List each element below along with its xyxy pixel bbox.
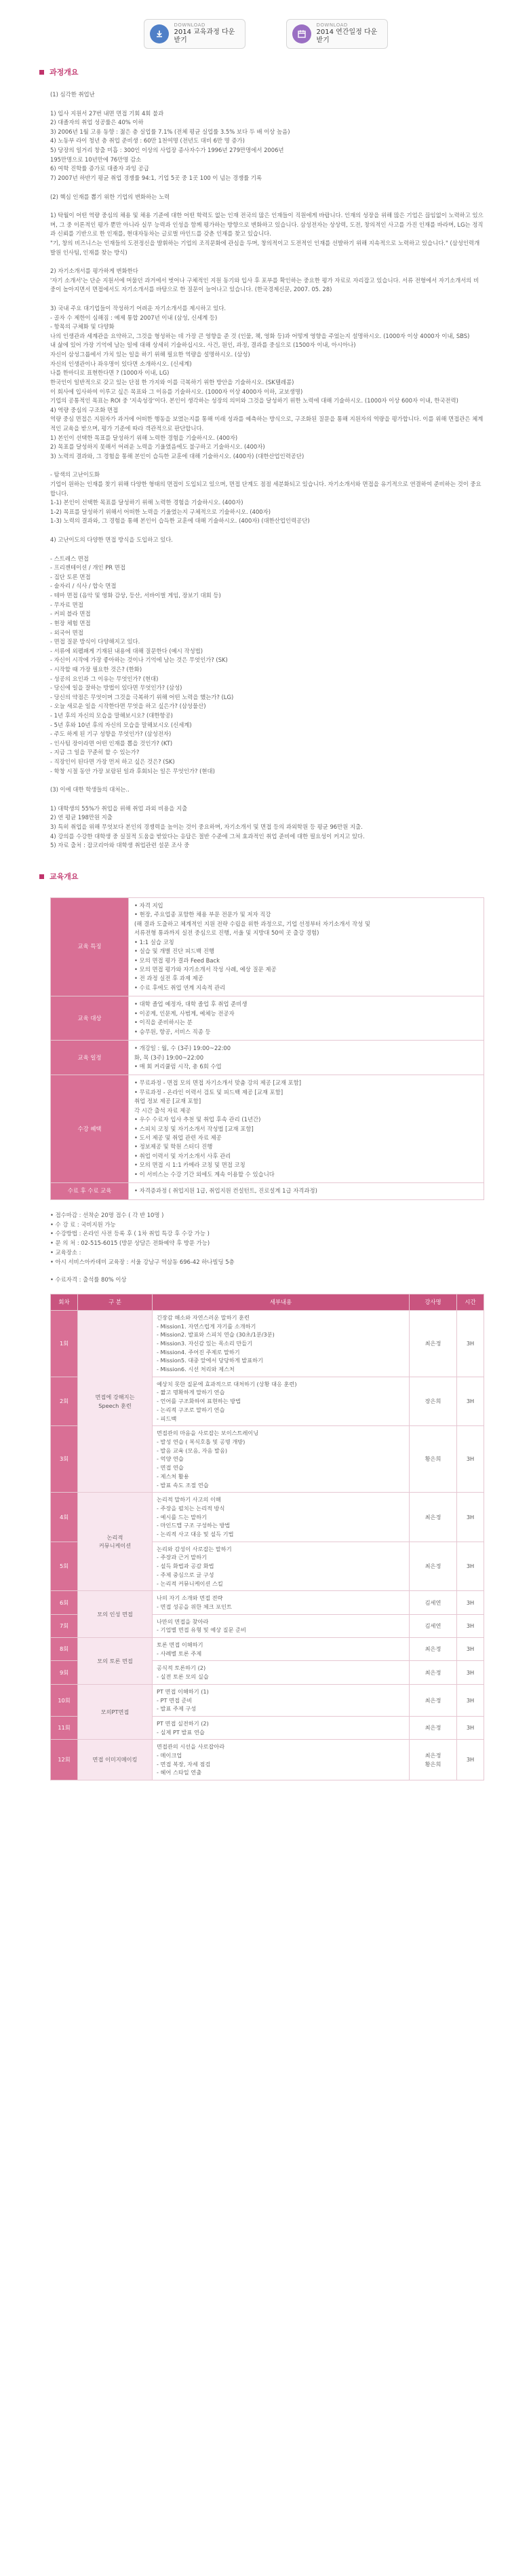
overview-paragraph: 4) 고난이도의 다양한 면접 방식을 도입하고 있다. bbox=[50, 536, 173, 544]
completion-requirement: • 수료자격 : 출석률 80% 이상 bbox=[50, 1275, 127, 1283]
instructor-cell: 최은정 bbox=[410, 1638, 457, 1661]
module-cell: 면접 이미지메이킹 bbox=[78, 1740, 153, 1780]
week-cell: 12회 bbox=[51, 1740, 78, 1780]
instructor-cell: 황은희 bbox=[410, 1426, 457, 1493]
section-title-education bbox=[39, 871, 531, 882]
time-cell: 3H bbox=[457, 1377, 484, 1426]
column-header: 시간 bbox=[457, 1294, 484, 1310]
time-cell: 3H bbox=[457, 1614, 484, 1637]
table-row bbox=[51, 1183, 484, 1199]
overview-paragraph: (1) 심각한 취업난 bbox=[50, 91, 95, 98]
instructor-cell: 장은희 bbox=[410, 1377, 457, 1426]
section-bullet-icon bbox=[39, 70, 44, 75]
row-value: • 자격증과정 ( 취업지원 1급, 취업지원 컨설턴트, 진로설계 1급 자격과정) bbox=[129, 1183, 484, 1199]
row-label: 교육 대상 bbox=[51, 996, 129, 1041]
table-row bbox=[51, 1075, 484, 1183]
overview-paragraph: 1) 대학생의 55%가 취업을 위해 취업 과외 비용을 지출 2) 연 평균 198만원 지출 3) 특히 취업을 위해 무엇보다 본인의 경쟁력을 높이는 것이 중요하며, 자기소개서 및 면접 등의 과외학원 등 평균 96만원 지출. 4) 강의를 수강한 대학생 중 실질적 도움을 받았다는 응답은 절반 수준에 그쳐 효과적인 취업 준비에 대한 필요성이 커지고 있다. 5) 자료 출처 : 잡코리아와 대학생 취업관련 설문 조사 중 bbox=[50, 804, 365, 849]
module-cell: 모의 토론 면접 bbox=[78, 1638, 153, 1685]
table-row bbox=[51, 1684, 484, 1716]
row-label: 수료 후 수료 교육 bbox=[51, 1183, 129, 1199]
table-row bbox=[51, 1310, 484, 1377]
overview-paragraph: 1) 탁월이 어떤 역량 중심의 채용 및 채용 기준에 대한 어떤 학력도 없는 인재 전국의 많은 인재들이 직원에게 바랍니다. 인재의 성장을 위해 많은 기업은 끊임없이 노력하고 있으며, 그 중 이론적인 평가 뿐만 아니라 실무 능력과 인성을 함께 평가하는 방향으로 변화하고 있습니다. 삼성전자는 상상력, 도전, 창의적인 사고를 가진 인재를 바라며, LG는 정직과 신뢰를 기반으로 한 인재를, 현대자동차는 글로벌 마인드를 갖춘 인재를 찾고 있습니다. "기, 창의 비즈니스는 인재들의 도전정신을 발휘하는 기업의 조직문화에 관심을 두며, 창의적이고 도전적인 인재를 선발하기 위해 지속적으로 노력하고 있습니다." (삼성인력개발원 인사팀, 인재를 찾는 방식) bbox=[50, 212, 484, 256]
row-value: • 개강일 : 월, 수 (3주) 19:00~22:00 화, 목 (3주) 19:00~22:00 • 매 회 커리큘럼 시작, 총 6회 수업 bbox=[129, 1041, 484, 1075]
overview-paragraph: 3) 국내 주요 대기업들이 작성하기 어려운 자기소개서를 제시하고 있다. - 골자 수 제한이 심해짐 : 예제 통합 2007년 이내 (삼성, 신세계 등) - 항목의 구체화 및 다양화 나의 인생관과 세계관을 요약하고, 그것을 형성하는 데 가장 큰 영향을 준 것 (인물, 책, 영화 등)과 어떻게 영향을 주었는지 설명하시오. (1000자 이상 4000자 이내, SBS) 내 삶에 있어 가장 기억에 남는 일에 대해 상세히 기술하십시오. 사건, 원인, 과정, 결과를 중심으로 (1500자 이내, 아시아나) 자신이 삼성그룹에서 가치 있는 일을 하기 위해 필요한 역량을 설명하시오. (삼성) 자신의 인생관이나 좌우명이 있다면 소개하시오. (신세계) 나를 한마디로 표현한다면 ? (1000자 이내, LG) 한국인이 일반적으로 갖고 있는 단점 한 가지와 이를 극복하기 위한 방안을 기술하시오. (SK텔레콤) 이 회사에 입사하여 이루고 싶은 목표와 그 이유를 기술하시오. (1000자 이상 4000자 이하, 교보생명) 기업의 공통적인 목표는 ROI 중 '지속성장'이다. 본인이 생각하는 성장의 의미와 그것을 달성하기 위한 노력에 대해 기술하시오. (1000자 이상 600자 이내, 한국전력) 4) 역량 중심의 구조화 면접 역량 중심 면접은 지원자가 과거에 어떠한 행동을 보였는지를 통해 미래 성과를 예측하는 방식으로, 구조화된 질문을 통해 지원자의 역량을 평가합니다. 이를 위해 면접관은 체계적인 교육을 받으며, 평가 기준에 따라 객관적으로 판단합니다. 1) 본인이 선택한 목표를 달성하기 위해 노력한 경험을 기술하시오. (400자) 2) 목표를 달성하지 못해서 어려운 노력을 기울였음에도 불구하고 기술하시오. (400자) 3) 노력의 결과와, 그 경험을 통해 본인이 습득한 교훈에 대해 기술하시오. (400자) (대한산업인력공단) bbox=[50, 305, 484, 460]
section-bullet-icon bbox=[39, 874, 44, 879]
week-cell: 9회 bbox=[51, 1661, 78, 1684]
content-cell: 나의 자기 소개와 면접 전략 - 면접 성공을 위한 체크 포인트 bbox=[153, 1591, 410, 1614]
instructor-cell: 최은정 bbox=[410, 1542, 457, 1591]
content-cell: 면접관의 시선을 사로잡아라 - 메이크업 - 면접 복장, 자세 점검 - 헤어 스타일 연출 bbox=[153, 1740, 410, 1780]
instructor-cell: 최은정 bbox=[410, 1716, 457, 1739]
overview-body bbox=[50, 90, 484, 851]
time-cell: 3H bbox=[457, 1684, 484, 1716]
education-summary: • 접수마감 : 선착순 20명 접수 ( 각 반 10명 ) • 수 강 료 : 국비지원 가능 • 수강방법 : 온라인 사전 등록 후 ( 1차 취업 특강 후 수강 가능 ) • 문 의 처 : 02-515-6015 (방문 상담은 전화예약 후 방문 가능) • 교육장소 : • 아시 서비스아카데미 교육장 : 서울 강남구 역삼동 696-42 하나빌딩 5층 bbox=[50, 1211, 235, 1265]
week-cell: 8회 bbox=[51, 1638, 78, 1661]
download-label: 2014 교육과정 다운받기 bbox=[174, 28, 235, 45]
download-schedule-button[interactable] bbox=[286, 19, 388, 49]
content-cell: 토론 면접 이해하기 - 사례별 토론 주제 bbox=[153, 1638, 410, 1661]
overview-paragraph: (3) 이에 대한 학생들의 대처는.. bbox=[50, 786, 130, 794]
module-cell: 면접에 강해지는 Speech 훈련 bbox=[78, 1310, 153, 1492]
overview-paragraph: - 스트레스 면접 - 프리젠테이션 / 개인 PR 면접 - 집단 토론 면접 - 술자리 / 식사 / 합숙 면접 - 테마 면접 (음악 및 영화 감상, 등산, 서바이벌 게임, 장보기 대회 등) - 무자료 면접 - 커피 블라 면접 - 현장 체험 면접 - 외국어 면접 - 면접 질문 방식이 다양해지고 있다. - 서류에 외펠패게 기재된 내용에 대해 질문한다 (예시 작성법) - 자신이 시작에 가장 좋아하는 것이나 기억에 남는 것은 무엇인가? (SK) - 시작할 때 가장 필요한 것은? (한화) - 성공의 요인과 그 이유는 무엇인가? (현대) - 당신에 일을 잘하는 방법이 있다면 무엇인가? (삼성) - 당신의 약점은 무엇이며 그것을 극복하기 위해 어떤 노력을 했는가? (LG) - 오늘 새로운 일을 시작한다면 무엇을 하고 싶은가? (삼성물산) - 1년 후의 자신의 모습을 말해보시오? (대한항공) - 5년 후와 10년 후의 자신의 모습을 말해보시오 (신세계) - 주도 하게 된 기구 성향을 무엇인가? (삼성전자) - 인사팀 장이라면 어떤 인재를 뽑을 것인가? (KT) - 지금 그 일을 꾸준히 할 수 있는가? - 직장인이 된다면 가장 먼저 하고 싶은 것은? (SK) - 학창 시절 동안 가장 보람된 일과 후회되는 일은 무엇인가? (현대) bbox=[50, 555, 234, 774]
curriculum-table bbox=[50, 1294, 484, 1780]
content-cell: PT 면접 실전하기 (2) - 실제 PT 발표 연습 bbox=[153, 1716, 410, 1739]
time-cell: 3H bbox=[457, 1542, 484, 1591]
table-row bbox=[51, 1591, 484, 1614]
content-cell: 긴장감 해소와 자연스러운 말하기 훈련 - Mission1. 자연스럽게 자기를 소개하기 - Mission2. 발표와 스피치 연습 (30초/1분/3분) - Mission3. 자신감 있는 목소리 만들기 - Mission4. 주어진 주제로 말하기 - Mission5. 대중 앞에서 당당하게 발표하기 - Mission6. 시선 처리와 제스처 bbox=[153, 1310, 410, 1377]
instructor-cell: 최은정 황은희 bbox=[410, 1740, 457, 1780]
table-row bbox=[51, 1041, 484, 1075]
time-cell: 3H bbox=[457, 1426, 484, 1493]
week-cell: 3회 bbox=[51, 1426, 78, 1493]
content-cell: 예상치 못한 질문에 효과적으로 대처하기 (상황 대응 훈련) - 짧고 명확하게 말하기 연습 - 언어를 구조화하여 표현하는 방법 - 논리적 구조로 말하기 연습 - 피드백 bbox=[153, 1377, 410, 1426]
instructor-cell: 최은정 bbox=[410, 1684, 457, 1716]
time-cell: 3H bbox=[457, 1591, 484, 1614]
row-value: • 무료과정 - 면접 모의 면접 자기소개서 맞춤 강의 제공 [교재 포함] • 무료과정 - 온라인 이력서 검토 및 피드백 제공 [교재 포함] 취업 정보 제공 [교재 포함] 각 시간 출석 자료 제공 • 우수 수료자 입사 추천 및 취업 후속 관리 (1년간) • 스피치 코칭 및 자기소개서 작성법 [교재 포함] • 도서 제공 및 취업 관련 자료 제공 • 정보제공 및 학원 스터디 진행 • 취업 이력서 및 자기소개서 사후 관리 • 모의 면접 시 1:1 카메라 코칭 및 면접 코칭 • 이 서비스는 수강 기간 외에도 계속 이용할 수 있습니다 bbox=[129, 1075, 484, 1183]
overview-paragraph: 2) 자기소개서를 평가하게 변화한다 '자기 소개서'는 단순 지원서에 머물던 과거에서 벗어나 구체적인 지원 동기와 입사 후 포부를 확인하는 중요한 평가 자료로 자리잡고 있습니다. 서류 전형에서 자기소개서의 비중이 높아지면서 면접에서도 자기소개서를 바탕으로 한 질문이 늘어나고 있습니다. (한국경제신문, 2007. 05. 28) bbox=[50, 267, 479, 293]
content-cell: 나만의 면접을 찾아라 - 기업별 면접 유형 및 예상 질문 준비 bbox=[153, 1614, 410, 1637]
week-cell: 5회 bbox=[51, 1542, 78, 1591]
week-cell: 1회 bbox=[51, 1310, 78, 1377]
module-cell: 모의PT면접 bbox=[78, 1684, 153, 1740]
row-label: 교육 일정 bbox=[51, 1041, 129, 1075]
section-title-text: 교육개요 bbox=[50, 872, 79, 881]
time-cell: 3H bbox=[457, 1716, 484, 1739]
time-cell: 3H bbox=[457, 1638, 484, 1661]
time-cell: 3H bbox=[457, 1661, 484, 1684]
week-cell: 6회 bbox=[51, 1591, 78, 1614]
download-small-label: DOWNLOAD bbox=[174, 22, 205, 29]
row-label: 교육 특징 bbox=[51, 897, 129, 996]
week-cell: 7회 bbox=[51, 1614, 78, 1637]
column-header: 회차 bbox=[51, 1294, 78, 1310]
row-label: 수강 혜택 bbox=[51, 1075, 129, 1183]
content-cell: 면접관의 마음을 사로잡는 보이스트레이닝 - 발성 연습 ( 복식호흡 및 공명 개방) - 발음 교육 (모음, 자음 발음) - 억양 연습 - 면접 연습 - 제스처 활용 - 발표 속도 조절 연습 bbox=[153, 1426, 410, 1493]
content-cell: PT 면접 이해하기 (1) - PT 면접 준비 - 발표 주제 구성 bbox=[153, 1684, 410, 1716]
instructor-cell: 최은정 bbox=[410, 1661, 457, 1684]
module-cell: 모의 인성 면접 bbox=[78, 1591, 153, 1638]
table-row bbox=[51, 1493, 484, 1542]
section-title-text: 과정개요 bbox=[50, 68, 79, 77]
time-cell: 3H bbox=[457, 1740, 484, 1780]
week-cell: 11회 bbox=[51, 1716, 78, 1739]
column-header: 구 분 bbox=[78, 1294, 153, 1310]
column-header: 강사명 bbox=[410, 1294, 457, 1310]
calendar-icon bbox=[292, 24, 311, 43]
time-cell: 3H bbox=[457, 1493, 484, 1542]
download-bar bbox=[0, 0, 531, 67]
table-row bbox=[51, 996, 484, 1041]
education-info-table-wrap bbox=[50, 897, 484, 1200]
overview-paragraph: - 탐색의 고난이도화 기업이 원하는 인재를 찾기 위해 다양한 형태의 면접이 도입되고 있으며, 면접 단계도 점점 세분화되고 있습니다. 자기소개서와 면접을 유기적으로 연결하여 준비하는 것이 중요합니다. 1-1) 본인이 선택한 목표를 달성하기 위해 노력한 경험을 기술하시오. (400자) 1-2) 목표를 달성하기 위해서 어떠한 노력을 기울였는지 구체적으로 기술하시오. (400자) 1-3) 노력의 결과와, 그 경험을 통해 본인이 습득한 교훈에 대해 기술하시오. (400자) (대한산업인력공단) bbox=[50, 471, 481, 525]
download-curriculum-button[interactable] bbox=[144, 19, 245, 49]
overview-paragraph: (2) 핵심 인재를 뽑기 위한 기업의 변화하는 노력 bbox=[50, 193, 170, 200]
download-small-label: DOWNLOAD bbox=[316, 22, 348, 29]
table-row bbox=[51, 1638, 484, 1661]
download-icon bbox=[150, 24, 169, 43]
week-cell: 2회 bbox=[51, 1377, 78, 1426]
table-row bbox=[51, 1740, 484, 1780]
week-cell: 4회 bbox=[51, 1493, 78, 1542]
content-cell: 논리와 감성이 사로잡는 말하기 - 주장과 근거 말하기 - 설득 화법과 공감 화법 - 주제 중심으로 글 구성 - 논리적 커뮤니케이션 스킬 bbox=[153, 1542, 410, 1591]
table-row bbox=[51, 897, 484, 996]
content-cell: 논리적 말하기 사고의 이해 - 주장을 펼치는 논리적 방식 - 예시를 드는 말하기 - 마인드맵 구조 구성하는 방법 - 논리적 사고 대응 및 설득 기법 bbox=[153, 1493, 410, 1542]
table-header-row bbox=[51, 1294, 484, 1310]
row-value: • 대학 졸업 예정자, 대학 졸업 후 취업 준비생 • 이공계, 인문계, 사범계, 예체능 전공자 • 이직을 준비하시는 분 • 승무원, 항공, 서비스 직종 등 bbox=[129, 996, 484, 1041]
download-label: 2014 연간일정 다운받기 bbox=[316, 28, 378, 45]
time-cell: 3H bbox=[457, 1310, 484, 1377]
section-title-overview bbox=[39, 67, 531, 78]
content-cell: 공식적 토론하기 (2) - 실전 토론 모의 실습 bbox=[153, 1661, 410, 1684]
week-cell: 10회 bbox=[51, 1684, 78, 1716]
module-cell: 논리적 커뮤니케이션 bbox=[78, 1493, 153, 1591]
education-info-table bbox=[50, 897, 484, 1200]
column-header: 세부내용 bbox=[153, 1294, 410, 1310]
instructor-cell: 김세연 bbox=[410, 1591, 457, 1614]
instructor-cell: 최은정 bbox=[410, 1310, 457, 1377]
instructor-cell: 최은정 bbox=[410, 1493, 457, 1542]
row-value: • 자격 지입 • 현장, 주요업종 포함한 채용 부문 전문가 및 저자 직강 (해 결과 도출하고 체계적인 지원 전략 수립을 위한 과정으로, 기업 선정부터 자기소개서 작성 및 서류전형 통과까지 실전 중심으로 진행, 서울 및 지방대 50여 곳 출강 경험) • 1:1 실습 코칭 • 실습 및 개별 진단 피드백 진행 • 모의 면접 평가 결과 Feed Back • 모의 면접 평가와 자기소개서 작성 사례, 예상 질문 제공 • 전 과정 실전 후 과제 제공 • 수료 후에도 취업 연계 지속적 관리 bbox=[129, 897, 484, 996]
instructor-cell: 김세연 bbox=[410, 1614, 457, 1637]
overview-paragraph: 1) 입사 지원서 27번 내면 면접 기회 4회 불과 2) 대졸자의 취업 성공률은 40% 이하 3) 2006년 1월 고용 동향 : 젊은 층 실업률 7.1% (전체 평균 실업률 3.5% 보다 두 배 이상 높음) 4) 노동부 라이 청년 층 취업 준비생 : 60만 1천여명 (전년도 대비 6만 명 증가) 5) 당장의 일거리 창출 미흡 : 300인 이상의 사업장 종사자수가 1996년 279만명에서 2006년 195만명으로 10년만에 76만명 감소 6) 여학 진학률 증가로 대졸자 과잉 공급 7) 2007년 하반기 평균 취업 경쟁률 94:1, 기업 5곳 중 1곳 100 이 넘는 경쟁률 기록 bbox=[50, 109, 290, 181]
